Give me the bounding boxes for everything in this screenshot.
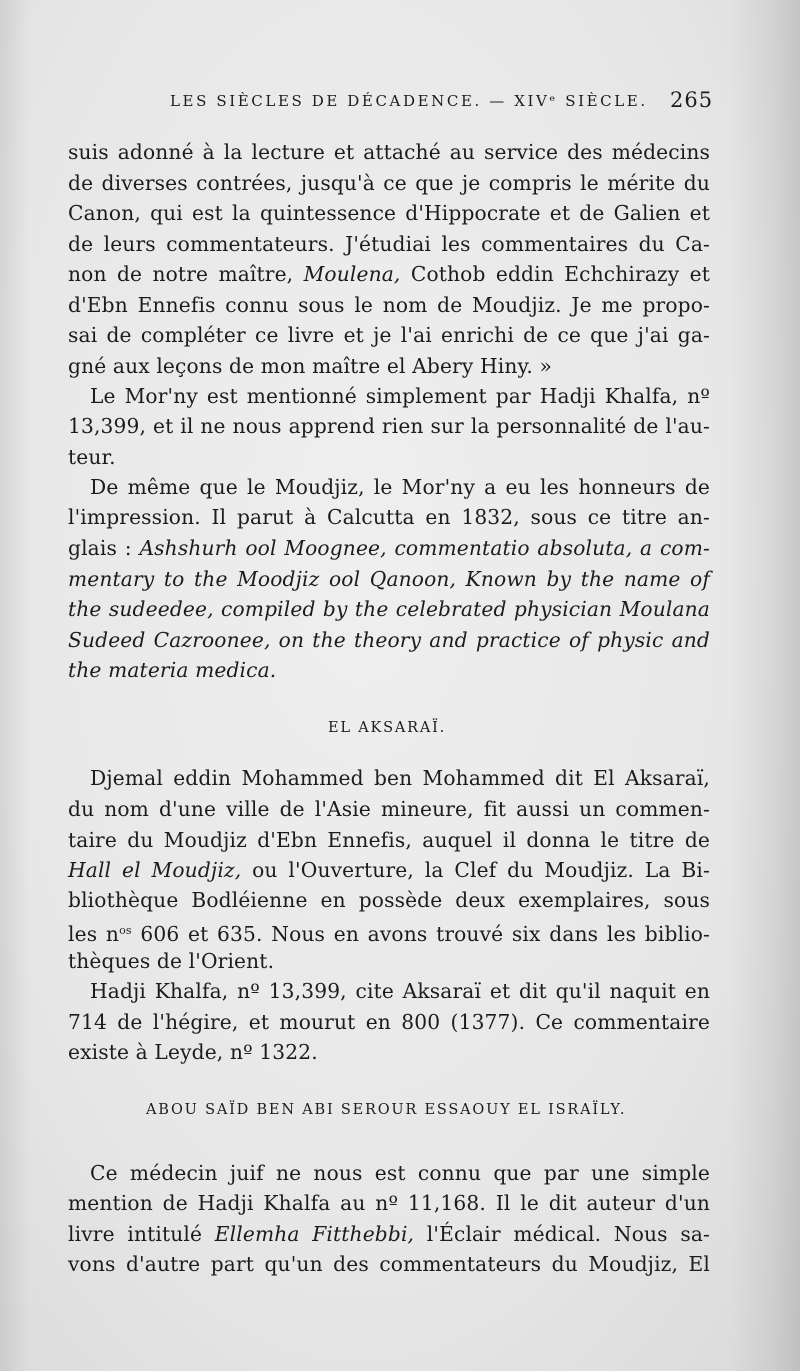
text-line: teur. [68,445,116,469]
text-line-mixed [68,260,710,288]
text-line: de diverses contrées, jusqu'à ce que je compris le mérite du [68,171,710,195]
text-line: mention de Hadji Khalfa au nº 11,168. Il le dit auteur d'un [68,1191,710,1215]
text-line: du nom d'une ville de l'Asie mineure, fit aussi un commen- [68,797,710,821]
text-line: l'impression. Il parut à Calcutta en 1832, sous ce titre an- [68,505,710,529]
text-segment: glais : [68,536,140,560]
text-line-mixed [68,917,710,948]
italic-title: Ellemha Fitthebbi, [214,1222,415,1246]
italic-title: Ashshurh ool Moognee, commentatio absoluta, a com- [139,536,710,560]
text-segment: non de notre maître, [68,262,304,286]
text-line: sai de compléter ce livre et je l'ai enrichi de ce que j'ai ga- [68,323,710,347]
text-line: Djemal eddin Mohammed ben Mohammed dit El Aksaraï, [90,766,710,790]
italic-title-line: the materia medica. [68,658,277,682]
section-heading: ABOU SAÏD BEN ABI SEROUR ESSAOUY EL ISRAÏLY. [146,1102,627,1118]
text-segment: les n [68,922,120,946]
italic-title-line: Sudeed Cazroonee, on the theory and practice of physic and [68,628,710,652]
italic-title-line: the sudeedee, compiled by the celebrated physician Moulana [68,597,710,621]
text-line: suis adonné à la lecture et attaché au service des médecins [68,140,710,164]
text-line: De même que le Moudjiz, le Mor'ny a eu les honneurs de [90,475,710,499]
running-head: LES SIÈCLES DE DÉCADENCE. — XIVᵉ SIÈCLE. [170,92,648,110]
text-line-mixed [68,1220,710,1248]
page-edge-shadow [730,0,800,1371]
italic-term: Moulena, [303,262,401,286]
text-line: taire du Moudjiz d'Ebn Ennefis, auquel il donna le titre de [68,828,710,852]
text-line: 13,399, et il ne nous apprend rien sur la personnalité de l'au- [68,414,710,438]
text-line: thèques de l'Orient. [68,949,275,973]
text-line: gné aux leçons de mon maître el Abery Hiny. » [68,354,552,378]
text-line: existe à Leyde, nº 1322. [68,1040,318,1064]
text-line: Canon, qui est la quintessence d'Hippocrate et de Galien et [68,201,710,225]
text-line: de leurs commentateurs. J'étudiai les commentaires du Ca- [68,232,710,256]
italic-title: Hall el Moudjiz, [68,858,242,882]
superscript: os [119,924,132,937]
text-segment: 606 et 635. Nous en avons trouvé six dans les biblio- [131,922,710,946]
text-line: Le Mor'ny est mentionné simplement par Hadji Khalfa, nº [90,384,710,408]
text-line: vons d'autre part qu'un des commentateurs du Moudjiz, El [68,1252,710,1276]
italic-title-line: mentary to the Moodjiz ool Qanoon, Known by the name of [68,567,710,591]
page-gutter-shadow [0,0,30,1371]
text-line-mixed [68,856,710,884]
text-segment: livre intitulé [68,1222,215,1246]
text-line: Hadji Khalfa, nº 13,399, cite Aksaraï et dit qu'il naquit en [90,979,710,1003]
text-line: d'Ebn Ennefis connu sous le nom de Moudjiz. Je me propo- [68,293,710,317]
text-line: bliothèque Bodléienne en possède deux exemplaires, sous [68,888,710,912]
text-line: 714 de l'hégire, et mourut en 800 (1377). Ce commentaire [68,1010,710,1034]
page-number: 265 [670,88,714,112]
text-segment: ou l'Ouverture, la Clef du Moudjiz. La Bi- [241,858,710,882]
text-segment: Cothob eddin Echchirazy et [400,262,710,286]
text-line: Ce médecin juif ne nous est connu que par une simple [90,1161,710,1185]
text-line-mixed [68,534,710,562]
text-segment: l'Éclair médical. Nous sa- [414,1222,710,1246]
section-heading: EL AKSARAÏ. [328,720,447,736]
